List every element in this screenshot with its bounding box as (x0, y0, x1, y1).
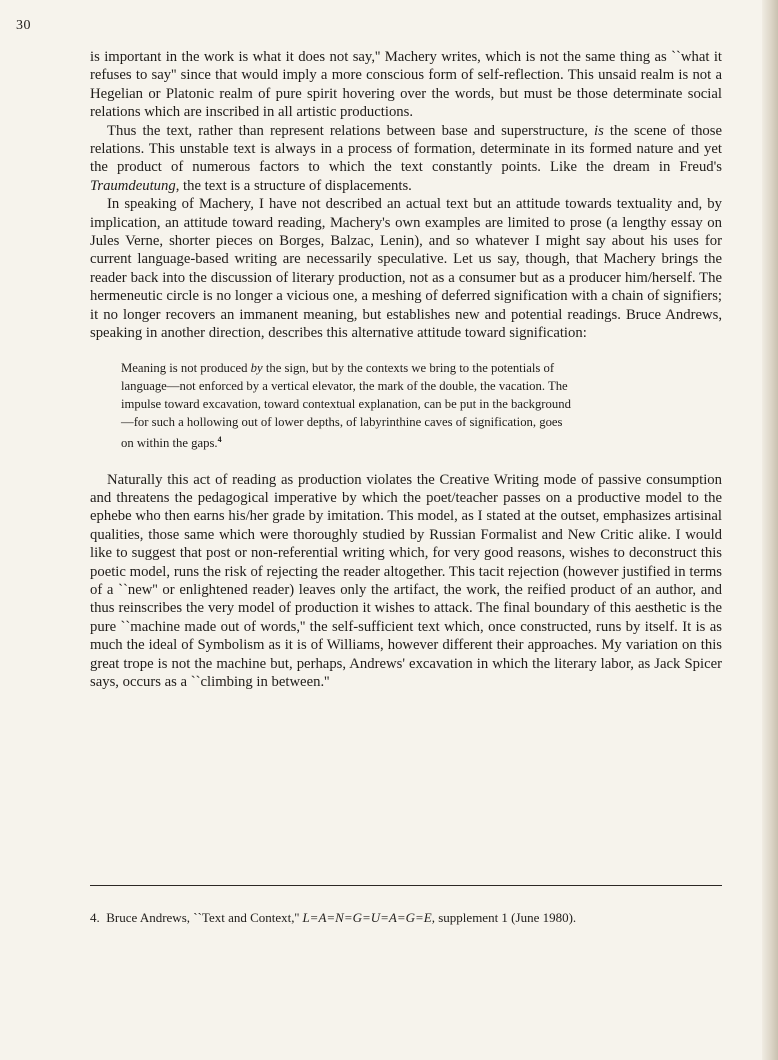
paragraph-2-middle: the scene of those relations. This unstable text is always in a process of formation, determinate in its formed nature and yet the product of numerous factors to which the text constantly points. Like the dream in Freud's (90, 122, 722, 176)
paragraph-2-end: , the text is a structure of displacements. (175, 177, 412, 194)
paragraph-4: Naturally this act of reading as production violates the Creative Writing mode of passive consumption and threatens the pedagogical imperative by which the poet/teacher passes on a productive model to the ephebe who then earns his/her grade by imitation. This model, as I stated at the outset, emphasizes artisinal qualities, those same which were thoroughly studied by Russian Formalist and New Critic alike. I would like to suggest that post or non-referential writing which, for very good reasons, wishes to deconstruct this poetic model, runs the risk of rejecting the reader altogether. This tacit rejection (however justified in terms of a ``new'' or enlightened reader) leaves only the artifact, the work, the reified product of an author, and thus reinscribes the very model of production it wishes to attack. The final boundary of this aesthetic is the pure ``machine made out of words,'' the self-sufficient text which, once constructed, runs by itself. It is as much the ideal of Symbolism as it is of Williams, however different their approaches. My variation on this great trope is not the machine but, perhaps, Andrews' excavation in which the literary labor, as Jack Spicer says, occurs as a ``climbing in between.'' (90, 471, 722, 690)
footnote-reference-4[interactable]: 4 (217, 435, 222, 445)
footnote-number: 4. (90, 910, 100, 925)
block-quote-andrews (121, 359, 573, 453)
quote-start: Meaning is not produced (121, 360, 248, 375)
footnote-4 (90, 909, 730, 926)
paragraph-3: In speaking of Machery, I have not described an actual text but an attitude towards textuality and, by implication, an attitude toward reading, Machery's own examples are limited to prose (a lengthy essay on Jules Verne, shorter pieces on Borges, Balzac, Lenin), and so whatever I might say about his uses for current language-based writing are necessarily speculative. Let us say, though, that Machery brings the reader back into the discussion of literary production, not as a consumer but as a producer him/herself. The hermeneutic circle is no longer a vicious one, a meshing of deferred signification with a chain of signifiers; it no longer recovers an immanent meaning, but establishes new and potential readings. Bruce Andrews, speaking in another direction, describes this alternative attitude toward signification: (90, 196, 722, 342)
footnote-author: Bruce Andrews, ``Text and Context,'' (106, 910, 300, 925)
footnote-details: supplement 1 (June 1980). (438, 910, 577, 925)
quote-rest: the sign, but by the contexts we bring to the potentials of language—not enforced by a vertical elevator, the mark of the double, the vacation. The impulse toward excavation, toward contextual explanation, can be put in the background—for such a hollowing out of lower depths, of labyrinthine caves of signification, goes on within the gaps. (121, 360, 571, 451)
page-edge-shadow (762, 0, 778, 1060)
paragraph-1: is important in the work is what it does not say,'' Machery writes, which is not the same thing as ``what it refuses to say'' since that would imply a more conscious form of self-reflection. This unsaid realm is not a Hegelian or Platonic realm of pure spirit hovering over the words, but must be those determinate social relations which are inscribed in all artistic productions. (90, 49, 722, 121)
emphasis-by: by (250, 360, 263, 375)
page-number: 30 (16, 18, 31, 33)
emphasis-is: is (594, 122, 604, 139)
footnote-journal: L=A=N=G=U=A=G=E, (302, 910, 435, 925)
footnote-divider (90, 885, 722, 886)
book-title-traumdeutung: Traumdeutung (90, 177, 176, 194)
paragraph-2 (90, 122, 722, 196)
main-text (90, 48, 722, 691)
paragraph-2-start: Thus the text, rather than represent relations between base and superstructure, (107, 122, 588, 139)
